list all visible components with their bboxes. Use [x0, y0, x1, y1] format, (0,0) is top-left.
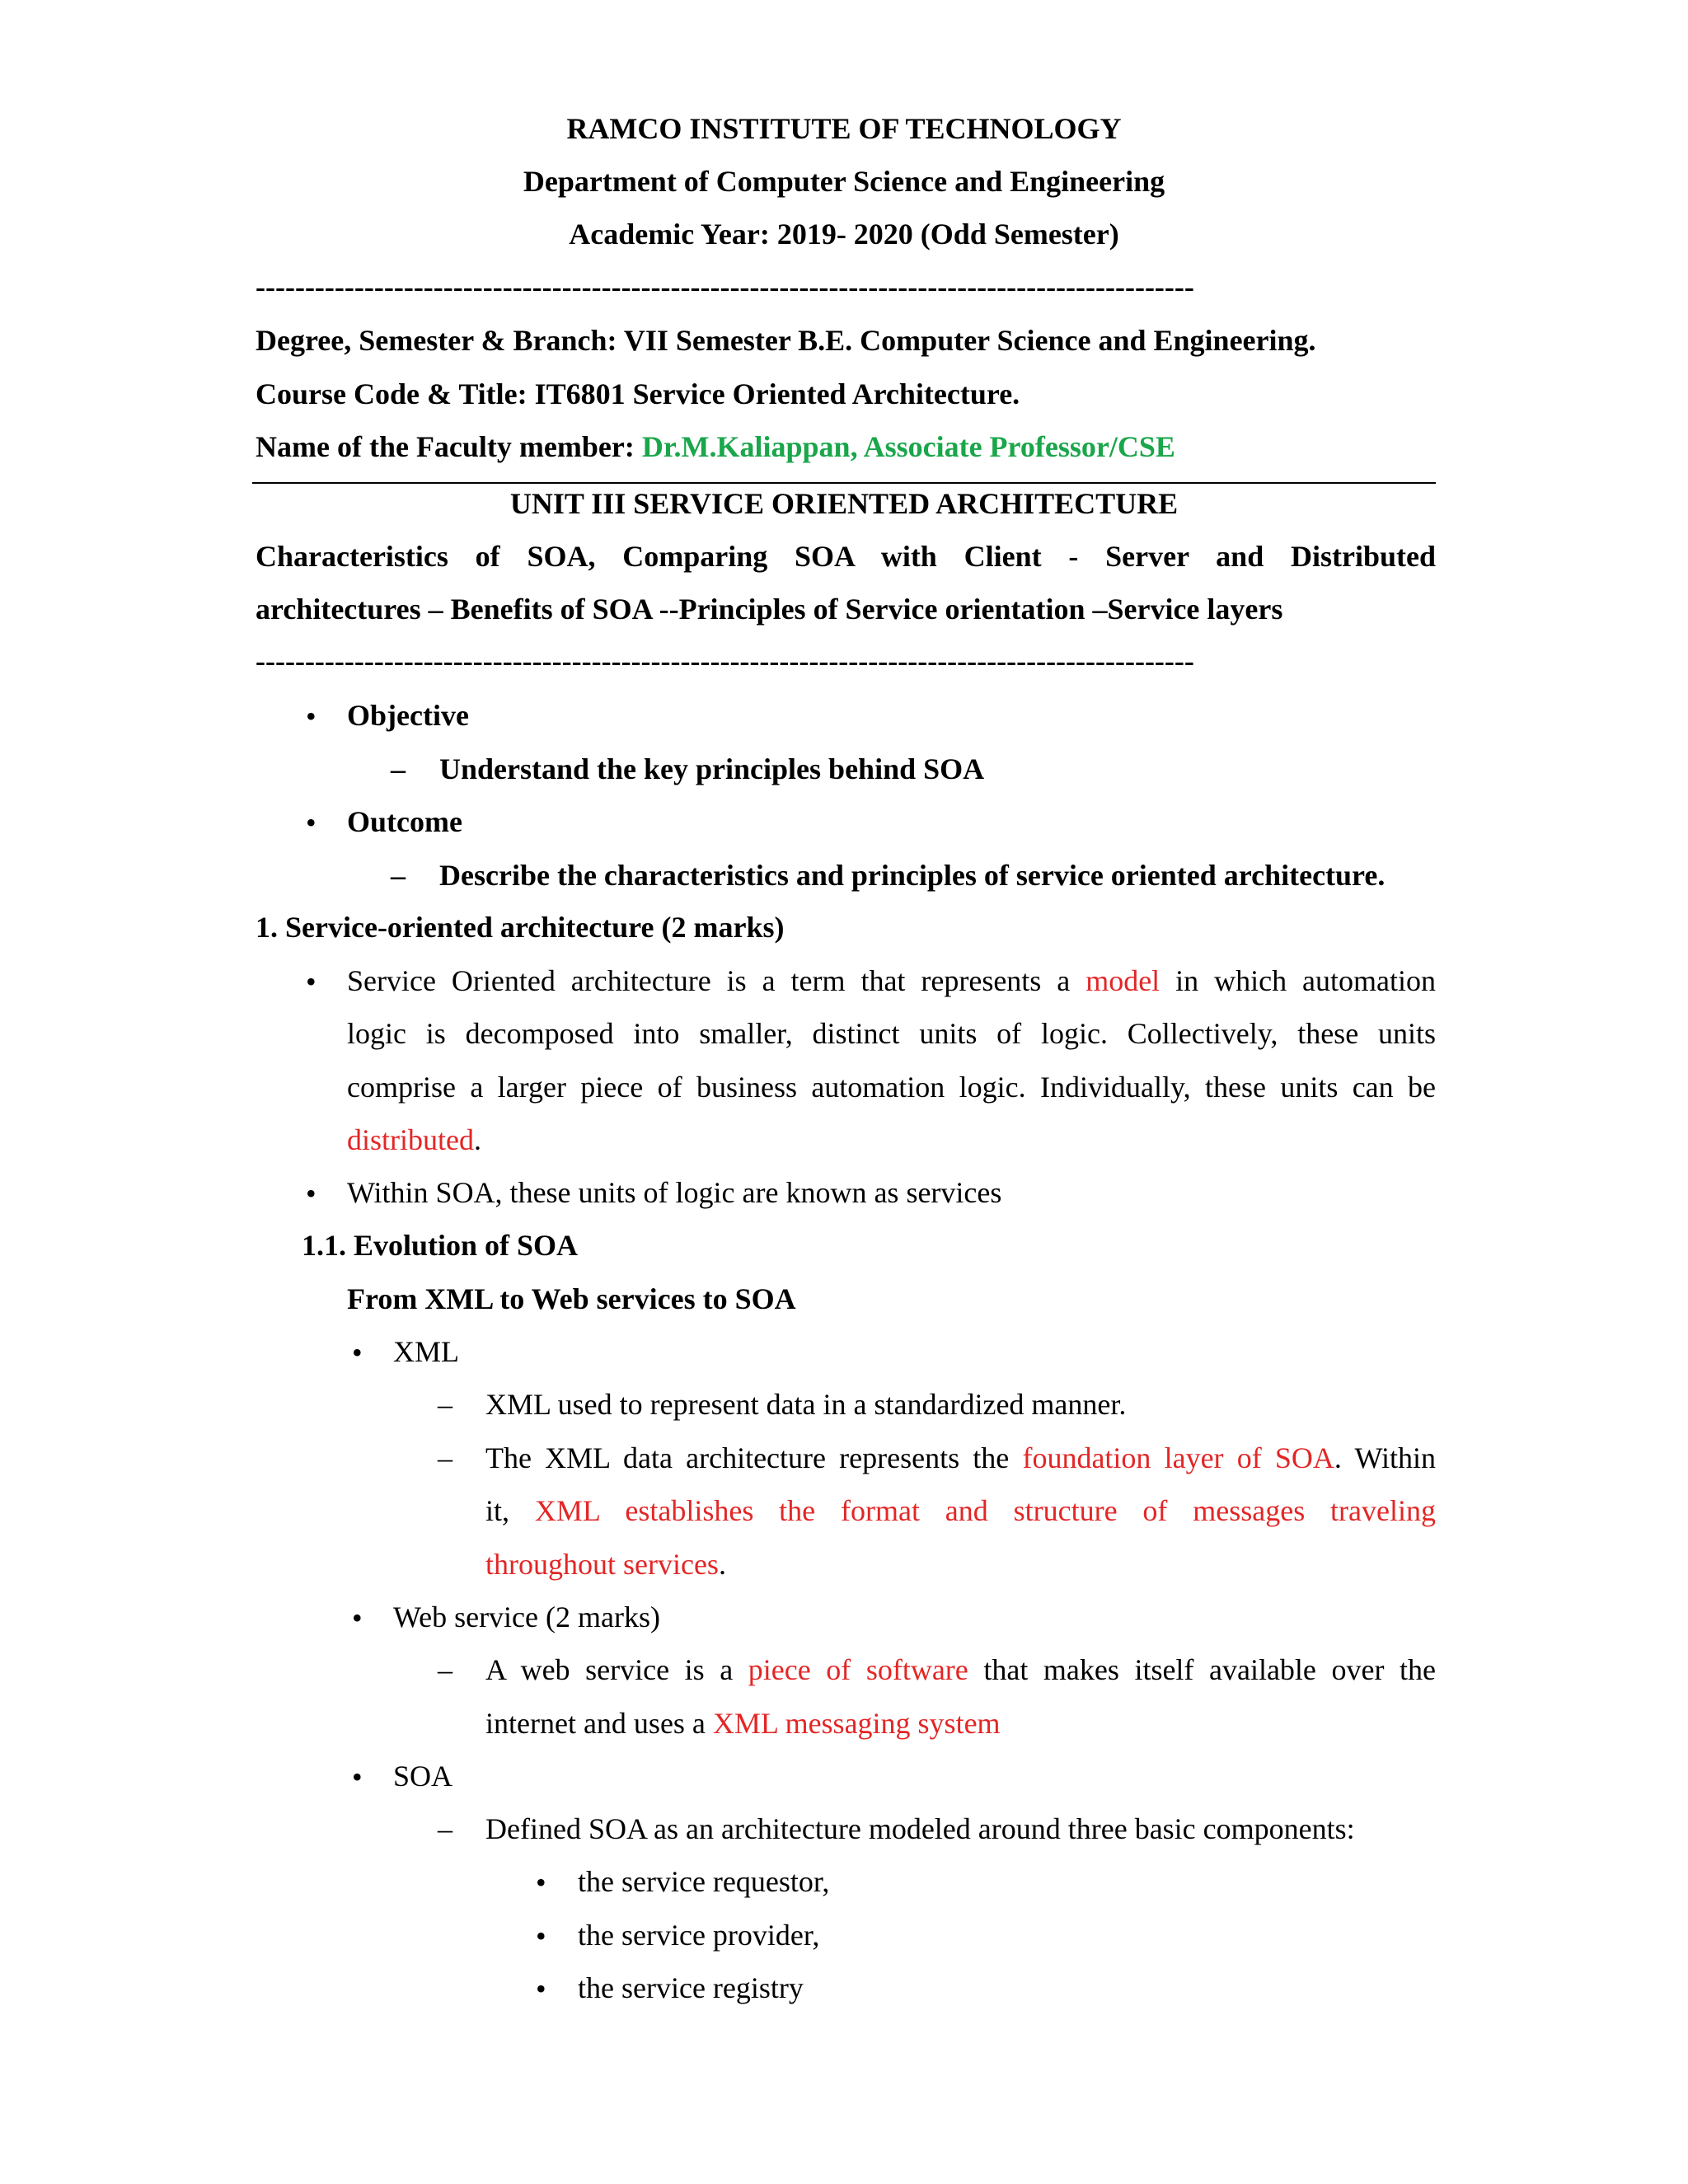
highlight-xml-messaging: XML messaging system: [712, 1707, 1001, 1740]
xml-detail-1: XML used to represent data in a standardized manner.: [485, 1388, 1127, 1421]
unit-separator: -----------------------------------------------------------------------------------------------: [256, 646, 1194, 676]
objective-text: Understand the key principles behind SOA: [439, 752, 985, 785]
section-1-bullet-1: •: [306, 965, 316, 998]
objective-label: Objective: [347, 699, 469, 732]
academic-year: Academic Year: 2019- 2020 (Odd Semester): [569, 218, 1119, 251]
section-1-para-line-2: logic is decomposed into smaller, distinct units of logic. Collectively, these units: [347, 1017, 1436, 1050]
faculty-label: Name of the Faculty member:: [256, 430, 642, 463]
section-1-para-line-3: comprise a larger piece of business automation logic. Individually, these units can be: [347, 1071, 1436, 1104]
xml-dash-2: –: [438, 1441, 452, 1474]
unit-topics-line-2: architectures – Benefits of SOA --Principles of Service orientation –Service layers: [256, 593, 1283, 626]
section-1-para-line-1: Service Oriented architecture is a term that represents a model in which automation: [347, 964, 1436, 997]
web-service-line-2: internet and uses a XML messaging system: [485, 1707, 1001, 1740]
outcome-dash: –: [391, 859, 406, 892]
highlight-foundation-layer: foundation layer of SOA: [1022, 1441, 1334, 1474]
section-1-bullet-2: •: [306, 1177, 316, 1210]
unit-title: UNIT III SERVICE ORIENTED ARCHITECTURE: [509, 487, 1179, 520]
highlight-piece-of-software: piece of software: [748, 1653, 968, 1686]
xml-detail-2-line-1: The XML data architecture represents the foundation layer of SOA. Within: [485, 1441, 1436, 1474]
course-line: Course Code & Title: IT6801 Service Oriented Architecture.: [256, 377, 1020, 410]
xml-label: XML: [393, 1335, 459, 1368]
outcome-label: Outcome: [347, 805, 462, 838]
xml-dash-1: –: [438, 1388, 452, 1421]
faculty-name: Dr.M.Kaliappan, Associate Professor/CSE: [641, 430, 1175, 463]
faculty-line: [256, 432, 1175, 462]
outcome-bullet: •: [306, 806, 316, 839]
section-1-para-line-4: distributed.: [347, 1123, 481, 1156]
soa-bullet: •: [352, 1760, 363, 1793]
web-service-bullet: •: [352, 1601, 363, 1634]
institute-name: RAMCO INSTITUTE OF TECHNOLOGY: [566, 112, 1122, 145]
section-1-heading: 1. Service-oriented architecture (2 marks): [256, 911, 785, 944]
section-1-para-2: Within SOA, these units of logic are known as services: [347, 1176, 1002, 1209]
header-separator: -----------------------------------------------------------------------------------------------: [256, 272, 1194, 302]
component-registry: the service registry: [578, 1971, 804, 2004]
xml-bullet: •: [352, 1336, 363, 1369]
component-requestor: the service requestor,: [578, 1865, 830, 1898]
component-bullet-2: •: [536, 1919, 546, 1952]
web-service-label: Web service (2 marks): [393, 1601, 660, 1633]
unit-topics-line-1: Characteristics of SOA, Comparing SOA with Client - Server and Distributed: [256, 540, 1436, 573]
web-service-line-1: A web service is a piece of software that makes itself available over the: [485, 1653, 1436, 1686]
component-provider: the service provider,: [578, 1919, 820, 1952]
objective-bullet: •: [306, 700, 316, 733]
department-name: Department of Computer Science and Engineering: [523, 165, 1165, 198]
soa-detail: Defined SOA as an architecture modeled around three basic components:: [485, 1812, 1355, 1845]
highlight-distributed: distributed: [347, 1123, 474, 1156]
xml-detail-2-line-2: it, XML establishes the format and structure of messages traveling: [485, 1494, 1436, 1527]
component-bullet-3: •: [536, 1972, 546, 2005]
web-service-dash: –: [438, 1653, 452, 1686]
component-bullet-1: •: [536, 1866, 546, 1899]
outcome-text: Describe the characteristics and principles of service oriented architecture.: [439, 859, 1386, 892]
horizontal-rule: [252, 482, 1436, 484]
soa-label: SOA: [393, 1760, 453, 1793]
section-1-1-subheading: From XML to Web services to SOA: [347, 1282, 796, 1315]
section-1-1-heading: 1.1. Evolution of SOA: [302, 1229, 579, 1262]
highlight-xml-format: XML establishes the format and structure of messages traveling: [534, 1494, 1436, 1527]
soa-dash: –: [438, 1812, 452, 1845]
degree-line: Degree, Semester & Branch: VII Semester B.E. Computer Science and Engineering.: [256, 324, 1316, 357]
highlight-throughout-services: throughout services: [485, 1548, 719, 1581]
xml-detail-2-line-3: throughout services.: [485, 1548, 726, 1581]
highlight-model: model: [1085, 964, 1160, 997]
objective-dash: –: [391, 752, 406, 785]
